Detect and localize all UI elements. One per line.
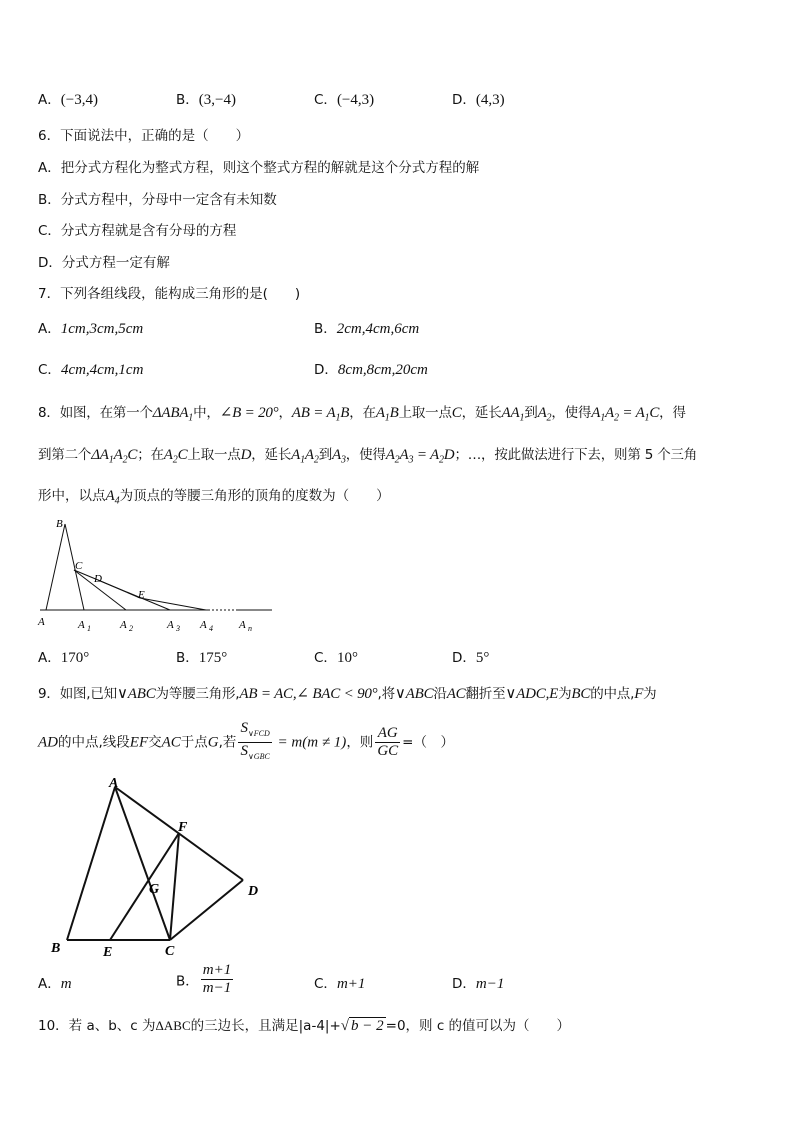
math: C bbox=[127, 447, 138, 463]
fraction-denominator bbox=[238, 743, 271, 765]
text: 的中点,线段 bbox=[58, 734, 130, 751]
text: 形中，以点 bbox=[38, 488, 106, 504]
option-label: D． bbox=[452, 92, 476, 108]
text: ，使得 bbox=[551, 405, 592, 421]
math: BC bbox=[571, 686, 591, 702]
math-sub: 3 bbox=[340, 454, 346, 466]
segment-ab bbox=[67, 787, 115, 940]
math: A bbox=[399, 447, 409, 463]
math: A bbox=[537, 405, 547, 421]
option-value: 10° bbox=[336, 650, 358, 666]
text: =（ ） bbox=[402, 734, 454, 751]
text: ，延长 bbox=[461, 405, 502, 421]
fraction-denominator: GC bbox=[377, 743, 399, 759]
segment-fe bbox=[110, 833, 179, 940]
option-value: 2cm,4cm,6cm bbox=[336, 321, 420, 337]
q10-stem bbox=[38, 1014, 570, 1035]
math-sub: 3 bbox=[408, 454, 414, 466]
q6-option-c: C．分式方程就是含有分母的方程 bbox=[38, 223, 237, 239]
text: 为顶点的等腰三角形的顶角的度数为（ ） bbox=[119, 488, 390, 504]
math: AC bbox=[161, 734, 181, 751]
math: G bbox=[207, 734, 219, 751]
q5-option-d bbox=[452, 88, 505, 109]
math-sub: 2 bbox=[614, 412, 619, 424]
q5-option-b bbox=[176, 88, 236, 109]
math: ΔA bbox=[91, 447, 109, 463]
text: ,若 bbox=[218, 734, 237, 751]
text: 上取一点 bbox=[398, 405, 452, 421]
text: 9．如图,已知 bbox=[38, 686, 117, 702]
math: A bbox=[105, 488, 115, 504]
math: ∨ABC bbox=[116, 686, 156, 702]
q7-option-b bbox=[314, 317, 419, 338]
math: F bbox=[634, 686, 644, 702]
fraction-numerator bbox=[238, 720, 271, 743]
ag-gc-fraction bbox=[375, 725, 400, 760]
label-c: C bbox=[75, 560, 83, 572]
q9-option-a bbox=[38, 972, 72, 993]
q5-option-a bbox=[38, 88, 98, 109]
math-sub: 2 bbox=[313, 454, 319, 466]
option-label: B． bbox=[176, 650, 199, 666]
math: = m(m ≠ 1) bbox=[273, 734, 347, 751]
math: A bbox=[332, 447, 341, 463]
label-a: A bbox=[109, 776, 119, 791]
math: = A bbox=[413, 447, 439, 463]
option-value: 5° bbox=[475, 650, 490, 666]
text: ，得 bbox=[659, 405, 686, 421]
segment-ac bbox=[115, 787, 170, 940]
label-e: E bbox=[138, 589, 145, 601]
q8-stem-line3 bbox=[38, 484, 390, 507]
option-value: (3,−4) bbox=[198, 92, 236, 108]
label-c: C bbox=[165, 944, 175, 959]
label-b: B bbox=[51, 941, 61, 956]
option-value: m+1 bbox=[336, 976, 366, 992]
math: A bbox=[163, 447, 173, 463]
text: 中， bbox=[193, 405, 220, 421]
option-value: 1cm,3cm,5cm bbox=[60, 321, 144, 337]
fraction-denominator: m−1 bbox=[202, 980, 232, 996]
text: 翻折至 bbox=[465, 686, 506, 702]
math-sub: 2 bbox=[122, 454, 128, 466]
math-sub: 1 bbox=[519, 412, 525, 424]
option-label: D． bbox=[452, 976, 476, 992]
segment-ab bbox=[46, 524, 65, 610]
math: AB = AC,∠ BAC < 90° bbox=[239, 686, 378, 702]
text: 的中点, bbox=[590, 686, 635, 702]
option-label: A． bbox=[38, 650, 61, 666]
segment-ea4 bbox=[140, 598, 206, 610]
math-sub: ∨GBC bbox=[247, 752, 270, 761]
label-a1-sub: 1 bbox=[87, 624, 91, 633]
math: A bbox=[375, 405, 385, 421]
label-a: A bbox=[38, 616, 45, 628]
label-d: D bbox=[248, 884, 259, 899]
math: B bbox=[340, 405, 350, 421]
option-value: m bbox=[60, 976, 72, 992]
label-d: D bbox=[94, 573, 102, 585]
q8-stem-line2 bbox=[38, 443, 697, 466]
text: 10．若 a、b、c 为 bbox=[38, 1018, 156, 1034]
option-label: B． bbox=[176, 973, 199, 990]
q9-figure bbox=[45, 775, 270, 960]
text: 沿 bbox=[433, 686, 447, 702]
label-g: G bbox=[149, 882, 160, 897]
option-label: A． bbox=[38, 321, 61, 337]
math: C bbox=[649, 405, 660, 421]
text: ，则 bbox=[346, 734, 374, 751]
q9-option-c bbox=[314, 972, 365, 993]
math-sub: 2 bbox=[172, 454, 178, 466]
option-value: 170° bbox=[60, 650, 90, 666]
math: ∠B = 20° bbox=[219, 405, 279, 421]
sqrt-expression: √ b − 2 bbox=[340, 1018, 384, 1034]
q8-figure bbox=[30, 512, 280, 636]
text: ，使得 bbox=[345, 447, 386, 463]
q7-option-d bbox=[314, 358, 428, 379]
text: 为 bbox=[558, 686, 572, 702]
option-fraction bbox=[201, 962, 233, 997]
label-a2-sub: 2 bbox=[129, 624, 133, 633]
q6-option-a: A．把分式方程化为整式方程，则这个整式方程的解就是这个分式方程的解 bbox=[38, 160, 480, 176]
q6-option-d: D．分式方程一定有解 bbox=[38, 255, 170, 271]
text: 到 bbox=[524, 405, 538, 421]
math: A bbox=[385, 447, 395, 463]
q8-option-b bbox=[176, 646, 227, 667]
math-sub: 1 bbox=[300, 454, 305, 466]
text: 为 bbox=[643, 686, 657, 702]
q8-stem-line1 bbox=[38, 401, 686, 424]
segment-dc bbox=[170, 880, 243, 940]
math: S bbox=[240, 743, 248, 759]
math: A bbox=[304, 447, 314, 463]
label-a2: A bbox=[120, 619, 127, 631]
option-label: C． bbox=[314, 976, 337, 992]
q8-option-c bbox=[314, 646, 358, 667]
text: 于点 bbox=[180, 734, 208, 751]
option-label: B． bbox=[314, 321, 337, 337]
text: =0，则 c 的值可以为（ ） bbox=[385, 1018, 571, 1034]
math-sub: 1 bbox=[335, 412, 341, 424]
math: AD bbox=[38, 734, 58, 751]
q9-option-d bbox=[452, 972, 504, 993]
math: A bbox=[113, 447, 123, 463]
q5-option-c bbox=[314, 88, 374, 109]
option-label: B． bbox=[176, 92, 199, 108]
math-sub: 2 bbox=[394, 454, 400, 466]
math: B bbox=[389, 405, 399, 421]
label-an: A bbox=[239, 619, 246, 631]
fraction-numerator: AG bbox=[375, 725, 400, 743]
sqrt-radicand: b − 2 bbox=[351, 1018, 384, 1034]
q7-stem: 7．下列各组线段，能构成三角形的是( ) bbox=[38, 286, 301, 302]
q6-stem: 6．下面说法中，正确的是（ ） bbox=[38, 128, 250, 144]
math: AC bbox=[446, 686, 466, 702]
math-sub: 1 bbox=[188, 412, 194, 424]
text: ，在 bbox=[349, 405, 376, 421]
option-value: 8cm,8cm,20cm bbox=[337, 362, 428, 378]
option-label: C． bbox=[38, 362, 61, 378]
math-sub: 2 bbox=[546, 412, 552, 424]
text: ， bbox=[278, 405, 292, 421]
math-sub: 4 bbox=[114, 495, 120, 507]
option-value: (−3,4) bbox=[60, 92, 98, 108]
option-label: A． bbox=[38, 976, 61, 992]
label-a4-sub: 4 bbox=[209, 624, 213, 633]
math: ΔABA bbox=[152, 405, 189, 421]
q6-option-b: B．分式方程中，分母中一定含有未知数 bbox=[38, 192, 277, 208]
label-an-sub: n bbox=[248, 624, 252, 633]
label-b: B bbox=[56, 518, 63, 530]
text: 的三边长，且满足|a-4|+ bbox=[190, 1018, 341, 1034]
math-sub: 1 bbox=[384, 412, 390, 424]
segment-fc bbox=[170, 833, 179, 940]
math: C bbox=[451, 405, 462, 421]
q9-stem-line2 bbox=[38, 720, 454, 765]
math: AA bbox=[501, 405, 520, 421]
math: ΔABC bbox=[155, 1018, 191, 1033]
math: D bbox=[443, 447, 455, 463]
math-sub: 1 bbox=[600, 412, 606, 424]
text: 交 bbox=[148, 734, 162, 751]
text: 8．如图，在第一个 bbox=[38, 405, 153, 421]
segment-de bbox=[98, 580, 140, 598]
text: 到第二个 bbox=[38, 447, 92, 463]
text: ,将 bbox=[377, 686, 395, 702]
math-sub: 1 bbox=[108, 454, 114, 466]
math: ∨ABC bbox=[394, 686, 434, 702]
option-value: m−1 bbox=[475, 976, 505, 992]
math: A bbox=[291, 447, 301, 463]
option-value: 175° bbox=[198, 650, 228, 666]
q8-option-d bbox=[452, 646, 489, 667]
q9-stem-line1 bbox=[38, 682, 656, 703]
math: C bbox=[177, 447, 188, 463]
label-a3: A bbox=[167, 619, 174, 631]
label-a3-sub: 3 bbox=[176, 624, 180, 633]
label-f: F bbox=[178, 820, 188, 835]
text: ；…，按此做法进行下去，则第 5 个三角 bbox=[454, 447, 698, 463]
option-value: (4,3) bbox=[475, 92, 505, 108]
option-label: D． bbox=[314, 362, 338, 378]
option-value: (−4,3) bbox=[336, 92, 375, 108]
q7-option-c bbox=[38, 358, 143, 379]
text: 为等腰三角形, bbox=[155, 686, 240, 702]
label-a1: A bbox=[78, 619, 85, 631]
math: = A bbox=[618, 405, 645, 421]
math-sub: 1 bbox=[644, 412, 650, 424]
fraction-numerator: m+1 bbox=[202, 962, 232, 978]
math: A bbox=[605, 405, 614, 421]
option-label: D． bbox=[452, 650, 476, 666]
option-label: C． bbox=[314, 650, 337, 666]
label-a4: A bbox=[200, 619, 207, 631]
q8-option-a bbox=[38, 646, 89, 667]
text: 到 bbox=[318, 447, 333, 463]
q9-option-b bbox=[176, 962, 235, 997]
figure-lines bbox=[67, 787, 243, 940]
math-sub: 2 bbox=[438, 454, 444, 466]
q7-option-a bbox=[38, 317, 143, 338]
math: D bbox=[240, 447, 252, 463]
math: AB = A bbox=[291, 405, 336, 421]
math: A bbox=[591, 405, 601, 421]
math: S bbox=[240, 720, 248, 736]
text: ；在 bbox=[137, 447, 164, 463]
text: 上取一点 bbox=[187, 447, 241, 463]
label-e: E bbox=[103, 945, 113, 960]
area-ratio-fraction bbox=[238, 720, 271, 765]
option-label: C． bbox=[314, 92, 337, 108]
option-value: 4cm,4cm,1cm bbox=[60, 362, 144, 378]
option-label: A． bbox=[38, 92, 61, 108]
math-sub: ∨FCD bbox=[247, 729, 270, 738]
text: ，延长 bbox=[251, 447, 292, 463]
math: ∨ADC,E bbox=[505, 686, 559, 702]
math: EF bbox=[129, 734, 149, 751]
